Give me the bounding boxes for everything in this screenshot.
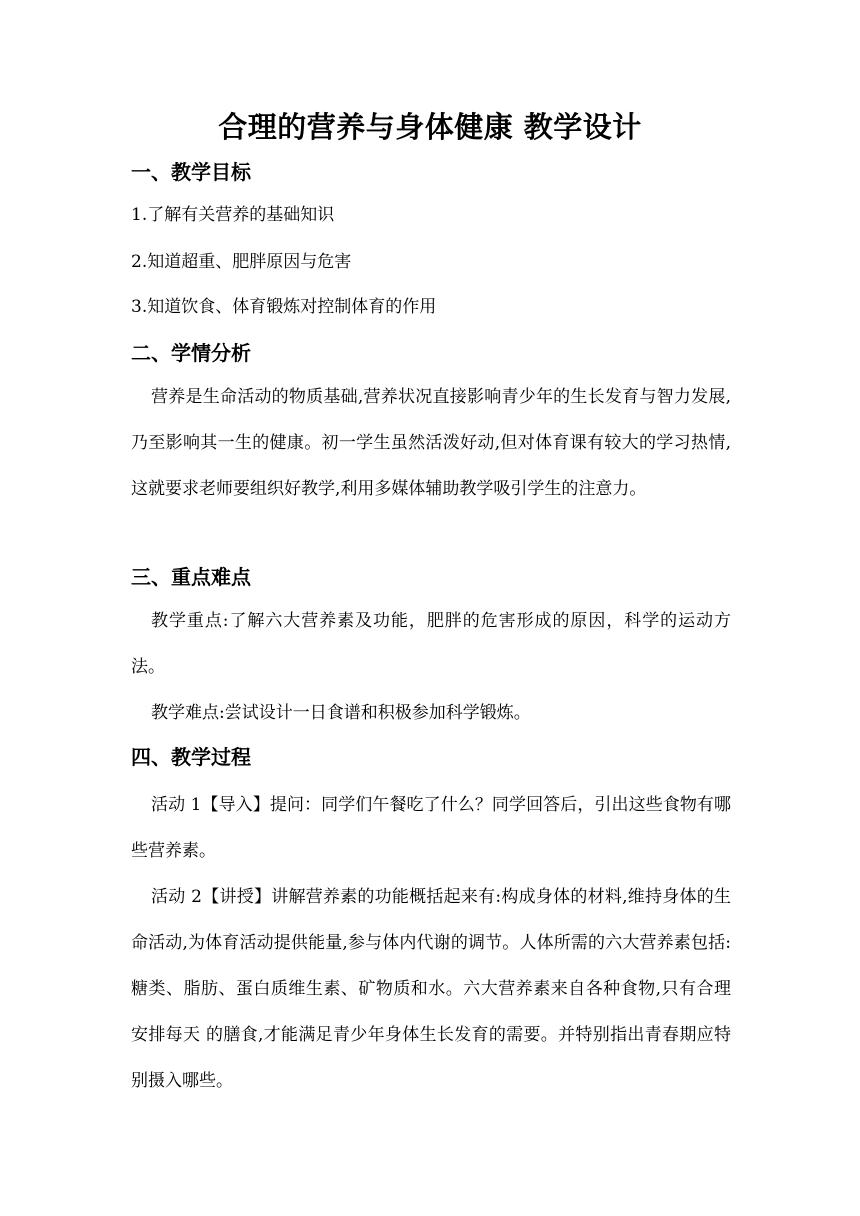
activity-2-paragraph: 活动 2【讲授】讲解营养素的功能概括起来有:构成身体的材料,维持身体的生命活动,为体育活动提供能量,参与体内代谢的调节。人体所需的六大营养素包括: 糖类、脂肪、蛋白质维生素、矿物质和水。六大营养素来自各种食物,只有合理安排每天 的膳食,才能满足青少年身体生长发育的需要。并特别指出青春期应特别摄入哪些。 [131, 887, 731, 1091]
objective-item-3: 3.知道饮食、体育锻炼对控制体育的作用 [131, 297, 437, 317]
objective-item-1: 1.了解有关营养的基础知识 [131, 205, 335, 225]
section-heading-key-points: 三、重点难点 [131, 565, 251, 589]
section-heading-objectives: 一、教学目标 [131, 160, 251, 184]
difficulty-paragraph: 教学难点:尝试设计一日食谱和积极参加科学锻炼。 [151, 703, 531, 723]
section-heading-process: 四、教学过程 [131, 745, 251, 769]
analysis-paragraph: 营养是生命活动的物质基础,营养状况直接影响青少年的生长发育与智力发展,乃至影响其一生的健康。初一学生虽然活泼好动,但对体育课有较大的学习热情,这就要求老师要组织好教学,利用多媒体辅助教学吸引学生的注意力。 [131, 387, 731, 499]
objective-item-2: 2.知道超重、肥胖原因与危害 [131, 252, 352, 272]
key-point-paragraph: 教学重点:了解六大营养素及功能，肥胖的危害形成的原因，科学的运动方法。 [131, 611, 731, 677]
activity-1-paragraph: 活动 1【导入】提问：同学们午餐吃了什么？同学回答后，引出这些食物有哪些营养素。 [131, 795, 731, 861]
document-title: 合理的营养与身体健康 教学设计 [218, 110, 642, 144]
section-heading-analysis: 二、学情分析 [131, 341, 251, 365]
